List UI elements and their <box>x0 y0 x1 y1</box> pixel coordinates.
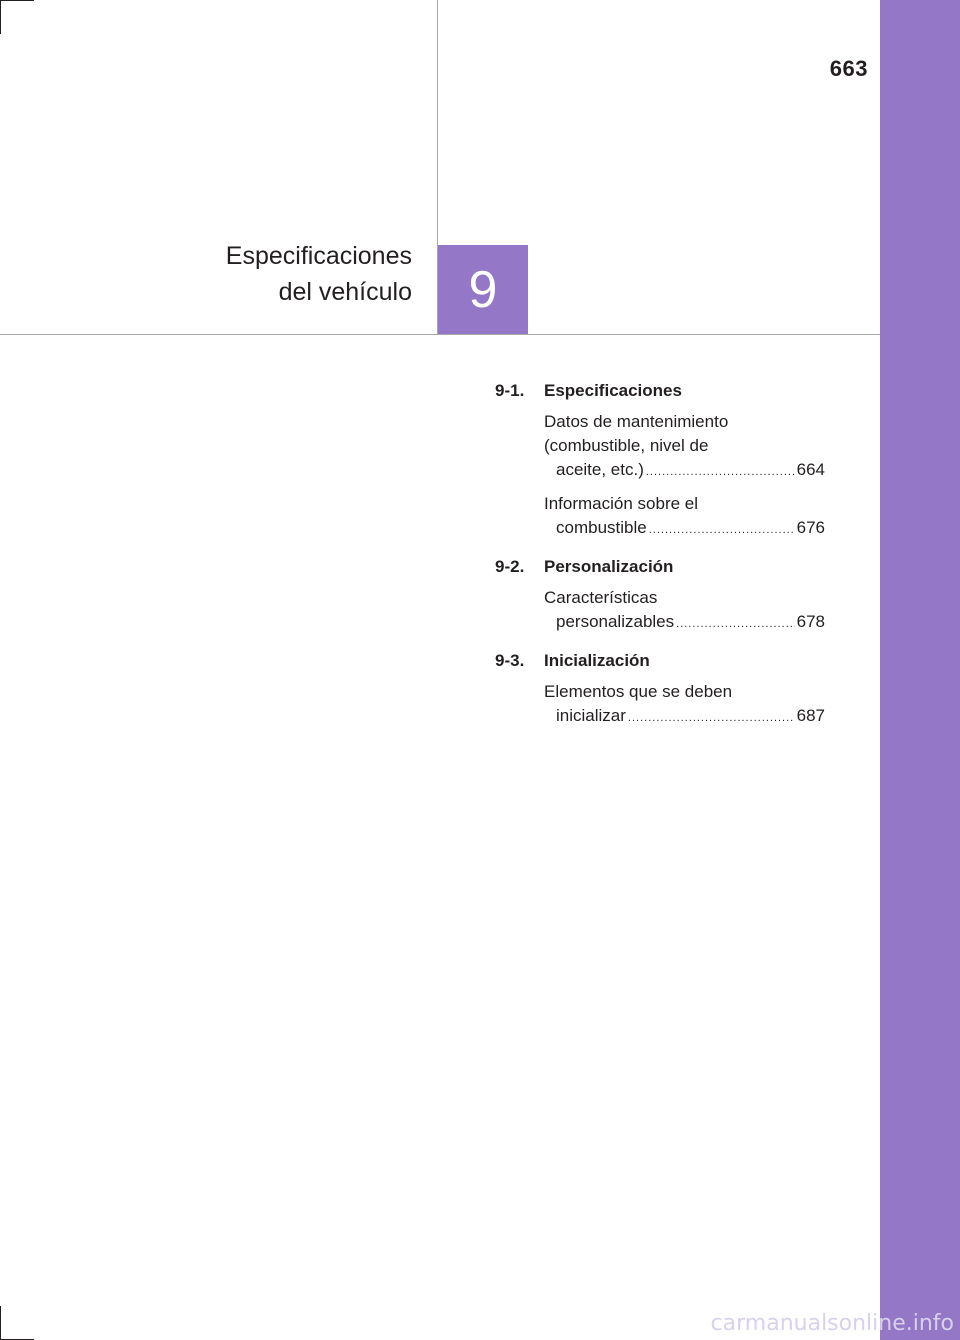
toc-entry-page: 664 <box>796 460 825 479</box>
crop-mark-top-left <box>0 0 1 34</box>
toc-entry[interactable] <box>544 586 825 636</box>
toc-entry-line: Datos de mantenimiento <box>544 412 729 431</box>
toc-section <box>495 648 825 730</box>
toc-entry-page: 676 <box>796 518 825 537</box>
toc-section-heading[interactable] <box>495 378 825 404</box>
toc-entry-text: aceite, etc.) <box>556 460 644 479</box>
dot-leader <box>649 518 795 542</box>
toc-entry-line: (combustible, nivel de <box>544 436 709 455</box>
toc-entry-last-line <box>556 458 825 484</box>
toc-entry[interactable] <box>544 410 825 484</box>
toc-section-number: 9-1. <box>495 381 525 400</box>
toc-entry-last-line <box>556 704 825 730</box>
toc-entry[interactable] <box>544 680 825 730</box>
dot-leader <box>646 460 795 484</box>
toc-entry[interactable] <box>544 492 825 542</box>
watermark: carmanualsonline.info <box>710 1311 954 1336</box>
toc-entry-text: inicializar <box>556 706 626 725</box>
chapter-title-line-2: del vehículo <box>278 278 412 306</box>
crop-mark-bottom-left <box>0 1306 1 1340</box>
toc-section-title: Personalización <box>544 557 674 576</box>
toc-entry-last-line <box>556 516 825 542</box>
toc-section-title: Especificaciones <box>544 381 682 400</box>
toc-section-heading[interactable] <box>495 648 825 674</box>
table-of-contents <box>495 378 825 742</box>
toc-section <box>495 554 825 636</box>
toc-entry-line: Elementos que se deben <box>544 682 733 701</box>
chapter-side-tab <box>880 0 960 1340</box>
chapter-title-line-1: Especificaciones <box>225 242 412 270</box>
toc-entry-text: personalizables <box>556 612 675 631</box>
toc-section-number: 9-2. <box>495 557 525 576</box>
crop-mark-top-left-h <box>0 0 34 1</box>
toc-entry-last-line <box>556 610 825 636</box>
toc-section-number: 9-3. <box>495 651 525 670</box>
toc-entry-text: combustible <box>556 518 647 537</box>
chapter-title <box>226 238 412 310</box>
toc-entry-line: Características <box>544 588 658 607</box>
toc-section-heading[interactable] <box>495 554 825 580</box>
horizontal-rule <box>0 334 880 335</box>
dot-leader <box>628 706 795 730</box>
toc-entry-page: 687 <box>796 706 825 725</box>
toc-entry-line: Información sobre el <box>544 494 699 513</box>
dot-leader <box>676 612 794 636</box>
toc-entry-page: 678 <box>796 612 825 631</box>
chapter-number-box: 9 <box>438 245 528 334</box>
toc-section <box>495 378 825 542</box>
toc-section-title: Inicialización <box>544 651 650 670</box>
page-number: 663 <box>829 56 868 81</box>
